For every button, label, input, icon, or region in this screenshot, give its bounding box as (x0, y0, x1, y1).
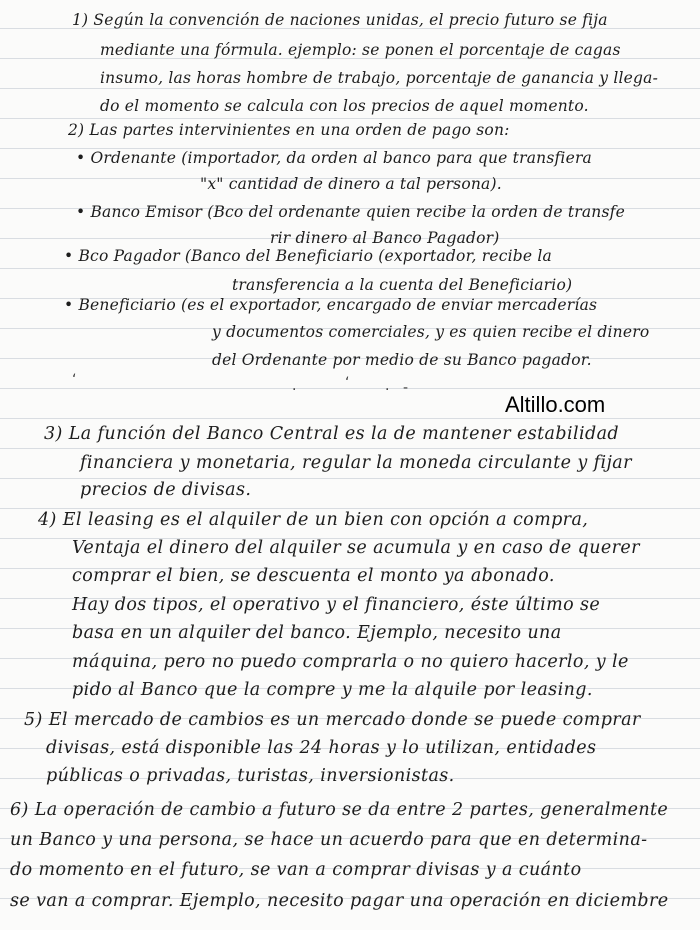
text-line: Hay dos tipos, el operativo y el financiero, éste último se (72, 595, 601, 615)
text-line: 5) El mercado de cambios es un mercado donde se puede comprar (24, 710, 641, 730)
text-line: transferencia a la cuenta del Beneficiario) (232, 276, 573, 294)
text-line: 3) La función del Banco Central es la de mantener estabilidad (44, 424, 620, 444)
ruled-line (0, 118, 700, 119)
text-line: 1) Según la convención de naciones unidas, el precio futuro se fija (72, 11, 608, 29)
watermark: Altillo.com (505, 392, 606, 417)
text-line: divisas, está disponible las 24 horas y lo utilizan, entidades (46, 738, 597, 758)
ruled-line (0, 388, 700, 389)
text-line: del Ordenante por medio de su Banco pagador. (212, 351, 592, 369)
text-line: comprar el bien, se descuenta el monto ya abonado. (72, 566, 555, 586)
text-line: 4) El leasing es el alquiler de un bien con opción a compra, (38, 510, 589, 530)
ruled-line (0, 268, 700, 269)
ruled-line (0, 448, 700, 449)
text-line: mediante una fórmula. ejemplo: se ponen el porcentaje de cagas (100, 41, 621, 59)
text-line: insumo, las horas hombre de trabajo, porcentaje de ganancia y llega- (100, 69, 659, 87)
text-line: • Beneficiario (es el exportador, encargado de enviar mercaderías (64, 296, 598, 314)
pen-mark: . (292, 378, 297, 394)
text-line: públicas o privadas, turistas, inversionistas. (46, 766, 455, 786)
text-line: máquina, pero no puedo comprarla o no quiero hacerlo, y le (72, 652, 629, 672)
text-line: 2) Las partes intervinientes en una orden de pago son: (68, 121, 510, 139)
text-line: precios de divisas. (80, 480, 252, 500)
ruled-line (0, 478, 700, 479)
pen-mark: . (385, 378, 390, 394)
ruled-line (0, 418, 700, 419)
text-line: 6) La operación de cambio a futuro se da entre 2 partes, generalmente (10, 800, 669, 820)
text-line: • Banco Emisor (Bco del ordenante quien recibe la orden de transfe (76, 203, 625, 221)
pen-mark: ‘ (72, 372, 77, 388)
pen-mark: - (403, 380, 409, 396)
text-line: • Bco Pagador (Banco del Beneficiario (exportador, recibe la (64, 247, 552, 265)
text-line: "x" cantidad de dinero a tal persona). (200, 175, 502, 193)
text-line: basa en un alquiler del banco. Ejemplo, necesito una (72, 623, 562, 643)
text-line: Ventaja el dinero del alquiler se acumula y en caso de querer (72, 538, 640, 558)
text-line: se van a comprar. Ejemplo, necesito pagar una operación en diciembre (10, 891, 669, 911)
text-line: do el momento se calcula con los precios de aquel momento. (100, 97, 589, 115)
text-line: pido al Banco que la compre y me la alquile por leasing. (72, 680, 593, 700)
text-line: y documentos comerciales, y es quien recibe el dinero (212, 323, 650, 341)
pen-mark: ‘ (345, 375, 350, 391)
text-line: financiera y monetaria, regular la moneda circulante y fijar (80, 453, 632, 473)
ruled-line (0, 88, 700, 89)
ruled-line (0, 508, 700, 509)
text-line: un Banco y una persona, se hace un acuerdo para que en determina- (10, 830, 648, 850)
text-line: • Ordenante (importador, da orden al banco para que transfiera (76, 149, 592, 167)
text-line: rir dinero al Banco Pagador) (270, 229, 500, 247)
text-line: do momento en el futuro, se van a comprar divisas y a cuánto (10, 860, 582, 880)
